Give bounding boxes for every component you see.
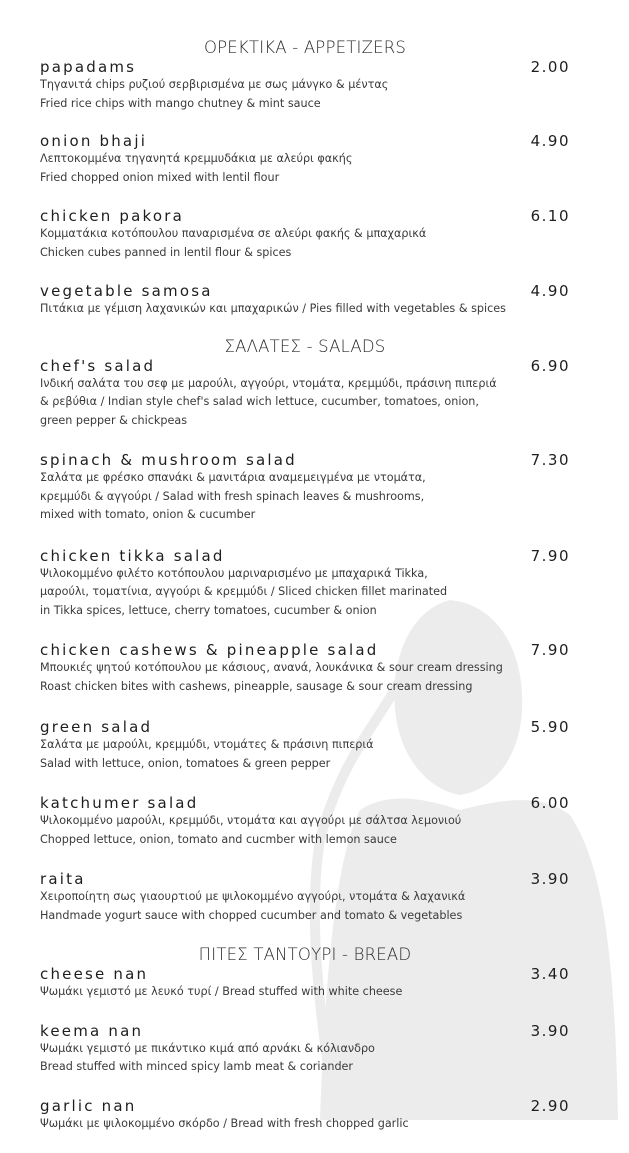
menu-item-price: 2.00	[530, 58, 570, 76]
menu-item	[40, 132, 570, 187]
menu-item-description: Ψωμάκι γεμιστό με πικάντικο κιμά από αρνάκι & κόλιανδρο Bread stuffed with minced spicy lamb meat & coriander	[40, 1041, 375, 1073]
menu-item-description: Ψιλοκομμένο μαρούλι, κρεμμύδι, ντομάτα και αγγούρι με σάλτσα λεμονιού Chopped lettuce, onion, tomato and cucmber with lemon sauce	[40, 814, 462, 846]
menu-item-header	[40, 207, 570, 225]
menu-item	[40, 58, 570, 113]
menu-section	[40, 38, 570, 319]
menu-item-header	[40, 282, 570, 300]
menu-item-price: 7.90	[530, 641, 570, 659]
menu-item-price: 4.90	[530, 282, 570, 300]
menu-item-name: raita	[40, 870, 86, 888]
menu-item-description: Ψιλοκομμένο φιλέτο κοτόπουλου μαριναρισμένο με μπαχαρικά Tikka, μαρούλι, τοματίνια, αγγούρι & κρεμμύδι / Sliced chicken fillet marinated in Tikka spices, lettuce, cherry tomatoes, cucumber & onion	[40, 566, 448, 617]
menu-item-description: Μπουκιές ψητού κοτόπουλου με κάσιους, ανανά, λουκάνικα & sour cream dressing Roast chicken bites with cashews, pineapple, sausage & sour cream dressing	[40, 661, 503, 693]
menu-item-price: 2.90	[530, 1096, 570, 1115]
menu-item-header	[40, 641, 570, 659]
menu-item-description: Ψωμάκι με ψιλοκομμένο σκόρδο / Bread with fresh chopped garlic	[40, 1116, 409, 1130]
menu-item	[40, 794, 570, 849]
menu-item-description: Σαλάτα με μαρούλι, κρεμμύδι, ντομάτες & πράσινη πιπεριά Salad with lettuce, onion, tomatoes & green pepper	[40, 738, 374, 770]
menu-content	[40, 38, 570, 1133]
menu-item	[40, 547, 570, 621]
menu-item-name: green salad	[40, 718, 153, 736]
menu-item	[40, 282, 570, 319]
menu-item-name: chicken cashews & pineapple salad	[40, 641, 379, 659]
menu-item-name: chicken tikka salad	[40, 546, 225, 565]
menu-item-header	[40, 58, 570, 76]
menu-item-description: Ψωμάκι γεμιστό με λευκό τυρί / Bread stuffed with white cheese	[40, 985, 403, 998]
menu-item-name: chef's salad	[40, 356, 156, 375]
menu-section	[40, 945, 570, 1133]
menu-item-header	[40, 718, 570, 736]
menu-item-description: Τηγανιτά chips ρυζιού σερβιρισμένα με σως μάνγκο & μέντας Fried rice chips with mango chutney & mint sauce	[40, 78, 389, 110]
menu-item-name: spinach & mushroom salad	[40, 451, 297, 469]
menu-item	[40, 451, 570, 525]
menu-item	[40, 1097, 570, 1134]
menu-item-price: 7.90	[530, 546, 570, 565]
menu-item-price: 4.90	[530, 132, 570, 150]
menu-item	[40, 641, 570, 696]
menu-item-name: vegetable samosa	[40, 282, 213, 300]
menu-item-name: garlic nan	[40, 1096, 137, 1115]
menu-item-price: 6.00	[530, 794, 570, 812]
menu-item-header	[40, 451, 570, 469]
menu-item-price: 3.90	[530, 1021, 570, 1040]
menu-item-price: 6.90	[530, 356, 570, 375]
menu-item-price: 5.90	[530, 718, 570, 736]
menu-item-name: chicken pakora	[40, 207, 185, 225]
menu-item-header	[40, 965, 570, 983]
menu-section	[40, 337, 570, 926]
menu-item-price: 7.30	[530, 451, 570, 469]
menu-item	[40, 207, 570, 262]
section-title: ΠΙΤΕΣ ΤΑΝΤΟΥΡΙ - BREAD	[198, 945, 412, 964]
menu-item-name: papadams	[40, 58, 137, 76]
menu-item	[40, 357, 570, 431]
menu-item-name: cheese nan	[40, 965, 149, 983]
menu-item-header	[40, 870, 570, 888]
menu-item	[40, 718, 570, 773]
menu-item	[40, 1022, 570, 1077]
menu-item	[40, 870, 570, 925]
menu-item-description: Χειροποίητη σως γιαουρτιού με ψιλοκομμένο αγγούρι, ντομάτα & λαχανικά Handmade yogurt sauce with chopped cucumber and tomato & vegetables	[40, 890, 466, 922]
menu-item-header	[40, 1097, 570, 1115]
menu-item-description: Πιτάκια με γέμιση λαχανικών και μπαχαρικών / Pies filled with vegetables & spices	[40, 302, 506, 315]
menu-item-description: Ινδική σαλάτα του σεφ με μαρούλι, αγγούρι, ντομάτα, κρεμμύδι, πράσινη πιπεριά & ρεβύθια / Indian style chef's salad wich lettuce, cucumber, tomatoes, onion, green pepper & chickpeas	[40, 376, 497, 427]
menu-item-header	[40, 132, 570, 150]
section-title: ΣΑΛΑΤΕΣ - SALADS	[224, 336, 386, 356]
menu-item	[40, 965, 570, 1002]
menu-item-name: onion bhaji	[40, 132, 148, 150]
menu-item-description: Λεπτοκομμένα τηγανητά κρεμμυδάκια με αλεύρι φακής Fried chopped onion mixed with lentil flour	[40, 152, 353, 184]
menu-item-price: 3.90	[530, 870, 570, 888]
menu-item-price: 3.40	[530, 965, 570, 983]
menu-item-description: Κομματάκια κοτόπουλου παναρισμένα σε αλεύρι φακής & μπαχαρικά Chicken cubes panned in lentil flour & spices	[40, 227, 427, 259]
menu-item-header	[40, 794, 570, 812]
menu-item-price: 6.10	[530, 207, 570, 225]
menu-item-header	[40, 357, 570, 375]
menu-item-header	[40, 547, 570, 565]
menu-item-name: keema nan	[40, 1021, 144, 1040]
menu-item-header	[40, 1022, 570, 1040]
menu-item-description: Σαλάτα με φρέσκο σπανάκι & μανιτάρια αναμεμειγμένα με ντομάτα, κρεμμύδι & αγγούρι / Salad with fresh spinach leaves & mushrooms, mixed with tomato, onion & cucumber	[40, 471, 426, 521]
section-title: ΟΡΕΚΤΙΚΑ - APPETIZERS	[203, 38, 407, 57]
menu-item-name: katchumer salad	[40, 794, 199, 812]
